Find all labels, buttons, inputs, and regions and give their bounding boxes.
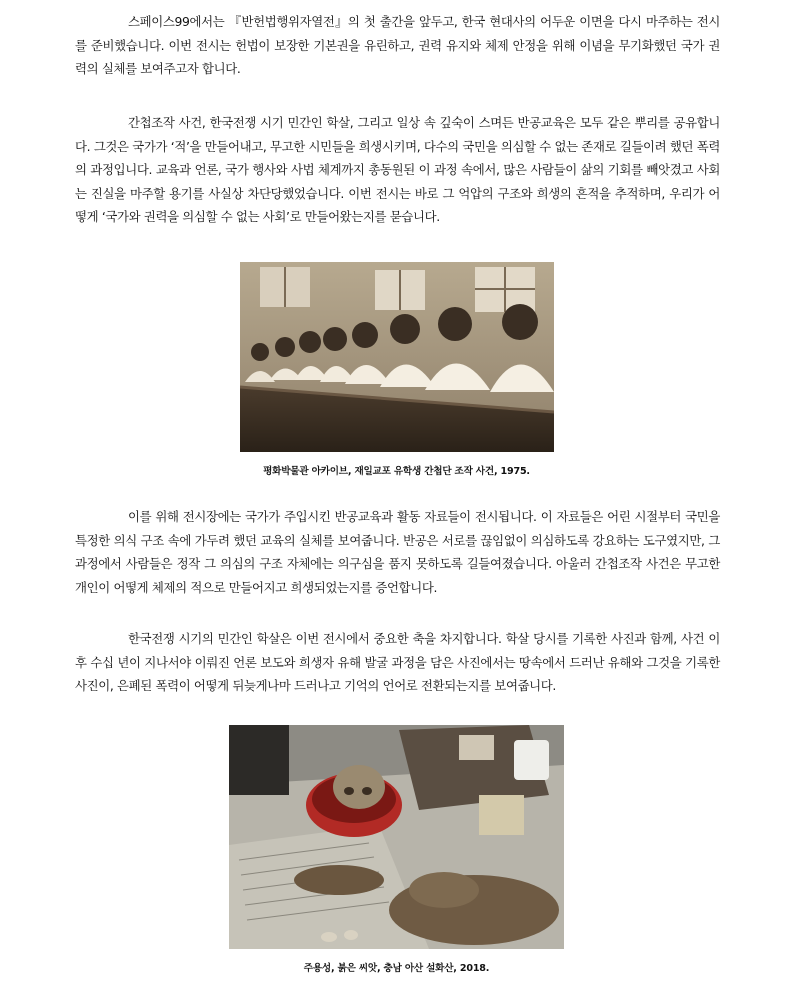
excavation-photo [229, 725, 564, 949]
figure-caption-2: 주용성, 붉은 씨앗, 충남 아산 설화산, 2018. [303, 963, 490, 974]
courtroom-photo [240, 262, 554, 452]
figure-caption-1: 평화박물관 아카이브, 재일교포 유학생 간첩단 조작 사건, 1975. [263, 466, 530, 477]
intro-paragraph: 스페이스99에서는 『반헌법행위자열전』의 첫 출간을 앞두고, 한국 현대사의 어두운 이면을 다시 마주하는 전시를 준비했습니다. 이번 전시는 헌법이 보장한 기본권을 유린하고, 권력 유지와 체제 안정을 위해 이념을 무기화했던 국가 권력의 실체를 보여주고자 합니다. [75, 14, 720, 76]
body-paragraph-massacre: 한국전쟁 시기의 민간인 학살은 이번 전시에서 중요한 축을 차지합니다. 학살 당시를 기록한 사진과 함께, 사건 이후 수십 년이 지나서야 이뤄진 언론 보도와 희생자 유해 발굴 과정을 담은 사진에서는 땅속에서 드러난 유해와 그것을 기록한 사진이, 은폐된 폭력이 어떻게 뒤늦게나마 드러나고 기억의 언어로 전환되는지를 보여줍니다. [75, 631, 720, 693]
body-paragraph-history: 간첩조작 사건, 한국전쟁 시기 민간인 학살, 그리고 일상 속 깊숙이 스며든 반공교육은 모두 같은 뿌리를 공유합니다. 그것은 국가가 ‘적’을 만들어내고, 무고한 시민들을 희생시키며, 다수의 국민을 의심할 수 없는 존재로 길들이려 했던 폭력의 과정입니다. 교육과 언론, 국가 행사와 사법 체계까지 총동원된 이 과정 속에서, 많은 사람들이 삶의 기회를 빼앗겼고 사회는 진실을 마주할 용기를 사실상 차단당했었습니다. 이번 전시는 바로 그 억압의 구조와 희생의 흔적을 추적하며, 우리가 어떻게 ‘국가와 권력을 의심할 수 없는 사회’로 만들어왔는지를 묻습니다. [75, 115, 720, 224]
body-paragraph-education: 이를 위해 전시장에는 국가가 주입시킨 반공교육과 활동 자료들이 전시됩니다. 이 자료들은 어린 시절부터 국민을 특정한 의식 구조 속에 가두려 했던 교육의 실체를 보여줍니다. 반공은 서로를 끊임없이 의심하도록 강요하는 도구였지만, 그 과정에서 사람들은 정작 그 의심의 구조 자체에는 의구심을 품지 못하도록 길들여졌습니다. 아울러 간첩조작 사건은 무고한 개인이 어떻게 체제의 적으로 만들어지고 희생되었는지를 증언합니다. [75, 509, 720, 595]
